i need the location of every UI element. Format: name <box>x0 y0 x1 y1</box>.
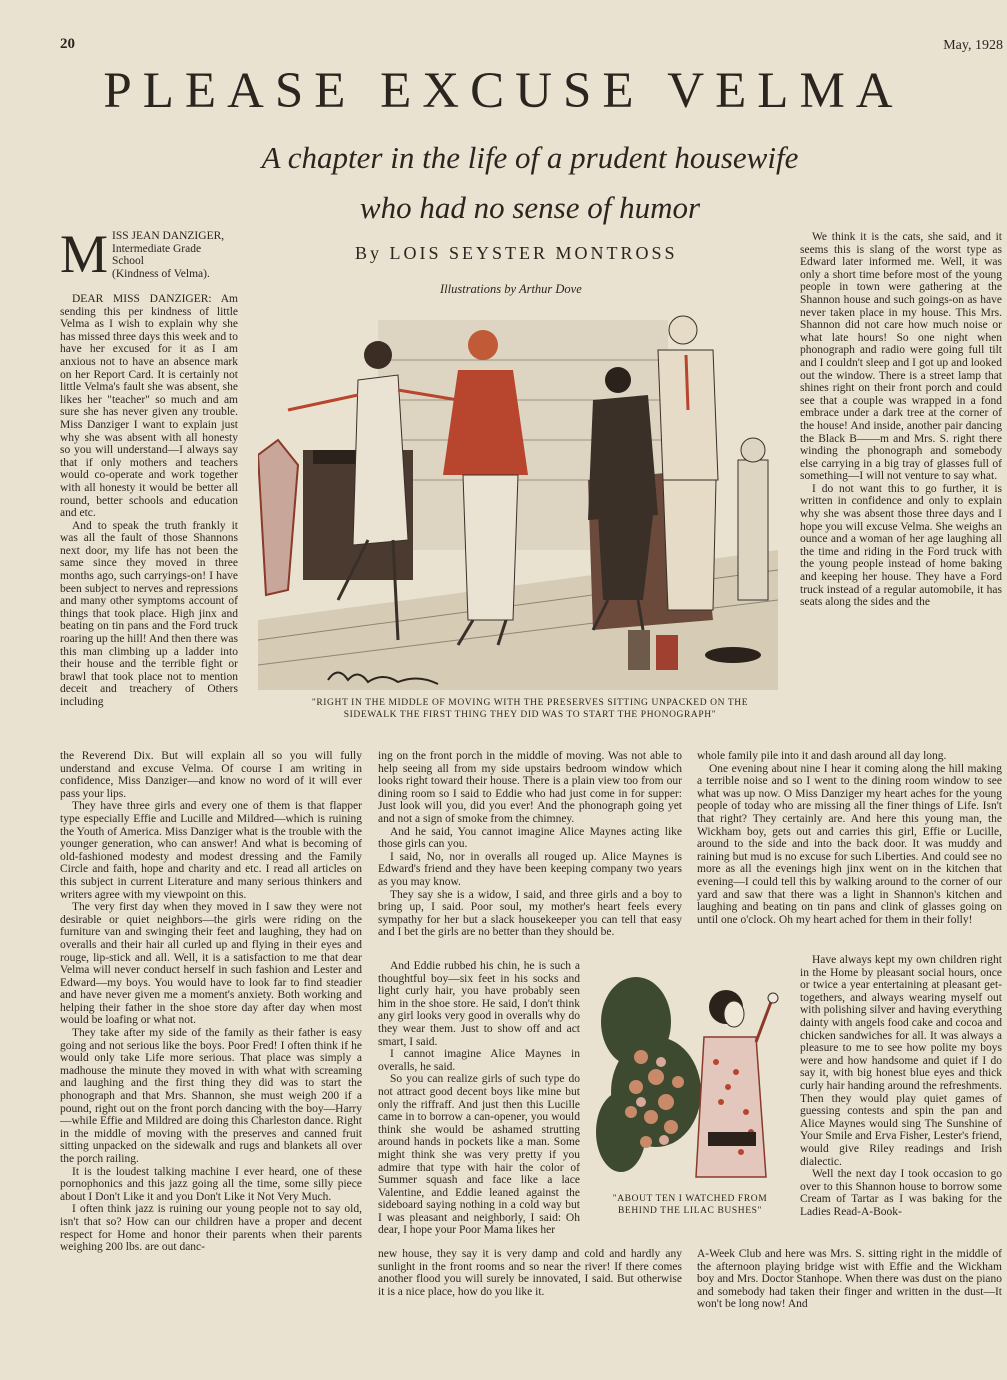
body-column-middle-bottom <box>378 1248 682 1314</box>
paragraph: ing on the front porch in the middle of moving. Was not able to help seeing all from my side upstairs bedroom window which looks right toward their house. There is a plain view too from our dining room so I said to Eddie who had just come in for supper: Just look will you, did you ever! And the phonograph going yet and not a sign of smoke from the chimney. <box>378 750 682 825</box>
small-caption: "ABOUT TEN I WATCHED FROM BEHIND THE LILAC BUSHES" <box>612 1194 768 1216</box>
paragraph: whole family pile into it and dash around all day long. <box>697 750 947 762</box>
body-column-middle-narrow <box>378 960 580 1248</box>
main-illustration <box>258 300 778 690</box>
paragraph: Have always kept my own children right in the Home by pleasant social hours, once or twice a year entertaining at pleasant get-togethers, and always wearing myself out with polishing silver and having everything dainty with angels food cake and cocoa and chicken sandwiches for all. It was always a pleasure to me to see how polite my boys were and how handsome and quiet if I do say it, with big honest blue eyes and thick curly hair handing around the refreshments. Then they would play quiet games of guessing contests and spin the pan and Alice Maynes would sing The Sunshine of Your Smile and Erva Fisher, Lester's friend, would give Riley readings and Irish dialectic. <box>800 954 1002 1168</box>
illustrator-credit: Illustrations by Arthur Dove <box>440 282 582 296</box>
page-number: 20 <box>60 36 75 52</box>
subtitle-line-2: who had no sense of humor <box>359 190 701 225</box>
paragraph: Well the next day I took occasion to go over to this Shannon house to borrow some Cream of Tartar as I was baking for the Ladies Read-A-Book- <box>800 1168 1002 1218</box>
paragraph: They say she is a widow, I said, and three girls and a boy to bring up, I said. Poor soul, my mother's heart feels every sympathy for her but a slack housekeeper you can tell that easy and I bet the girls are no better than they should be. <box>378 888 682 939</box>
paragraph: One evening about nine I hear it coming along the hill making a terrible noise and so I went to the dining room window to see what was up now. O Miss Danziger my heart aches for the young people of today who are missing all the finer things of Life. Isn't that right? They certainly are. And here this young man, the Wickham boy, gets out and carries this girl, Effie or Lucille, around to the side and into the back door. It was muddy and raining but mud is no excuse for such Liberties. And could see no more as all the evenings high jinx went on in the kitchen that evening—I could tell this by walking around to the corner of our yard and saw that there was a light in Shannon's kitchen and laughing and beating on tin pans and clink of glasses going on until one o'clock. Oh my heart ached for them in their folly! <box>697 762 1002 926</box>
paragraph: The very first day when they moved in I saw they were not desirable or quiet neighbors—the girls were riding on the furniture van and swinging their feet and laughing, they had on overalls and their hair all curled up and flying in their eyes and rouge, lip-stick and all. Well, it is a satisfaction to me that dear Velma will never conduct herself in such fashion and Lester and Edward—my boys. You would have to look far to find steadier and have never given me a moment's anxiety. Both working and helping their father in the shoe store day after day when most would be loafing or what not. <box>60 901 362 1027</box>
salutation-line: School <box>112 255 144 268</box>
paragraph: And he said, You cannot imagine Alice Maynes acting like those girls can you. <box>378 825 682 851</box>
paragraph: And to speak the truth frankly it was all the fault of those Shannons next door, my life has not been the same since they moved in three months ago, such carryings-on! I have been subject to nerves and repressions and many other symptoms account of things that took place. High jinx and beating on tin pans and the Ford truck roaring up the hill! And then there was this man climbing up a ladder into their house and the terrible fight or brawl that took place not to mention deceit and treachery of Others including <box>60 519 238 708</box>
lilac-illustration <box>596 962 791 1190</box>
subtitle-line-1: A chapter in the life of a prudent housewife <box>261 140 799 175</box>
paragraph: It is the loudest talking machine I ever heard, one of these pornophonics and this jazz going all the time, some silly piece about I Don't Like it and you Don't Like it Not Very Much. <box>60 1165 362 1203</box>
salutation-line: (Kindness of Velma). <box>112 267 210 280</box>
paragraph: They take after my side of the family as their father is easy going and not serious like the boys. Poor Fred! I often think if he would only take Life more serious. That place was simply a madhouse the minute they moved in with what with screaming and laughing and the first thing they did was to start the phonograph and that Mrs. Shannon, she must weigh 200 if a pound, right out on the front porch dancing with the boy—Harry—while Effie and Mildred are doing this Charleston dance. Right in the middle of moving with the preserves and canned fruit sitting unpacked on the sidewalk and rugs and blankets all over the porch railing. <box>60 1027 362 1165</box>
body-column-middle-top <box>378 750 682 960</box>
paragraph: They have three girls and every one of them is that flapper type especially Effie and Lucille and Mildred—which is ruining the Youth of America. Miss Danziger what is the trouble with the younger generation, who can answer! And what is becoming of old-fashioned modesty and modest dressing and the Family Circle and faith, hope and charity and etc. I read all articles on this subject in current Literature and many serious thinkers and writers agree with my viewpoint on this. <box>60 800 362 901</box>
paragraph: the Reverend Dix. But will explain all so you will fully understand and excuse Velma. Of course I am writing in confidence, Miss Danziger—and know no word of it will ever pass your lips. <box>60 750 362 800</box>
body-column-right-top <box>800 231 1002 753</box>
byline: By LOIS SEYSTER MONTROSS <box>355 243 678 263</box>
body-column-right-middle <box>697 750 1002 952</box>
paragraph: new house, they say it is very damp and cold and hardly any sunlight in the front rooms and so near the river! If there comes another flood you will surely be innovated, I said. But otherwise it is a nice place, how do you like it. <box>378 1248 682 1298</box>
paragraph: And Eddie rubbed his chin, he is such a thoughtful boy—six feet in his socks and light curly hair, you have probably seen him in the shoe store. He said, I don't think any girl looks very good in overalls why do they wear them. Just to show off and act smart, I said. <box>378 960 580 1048</box>
paragraph: So you can realize girls of such type do not attract good decent boys like mine but only the riffraff. And just then this Lucille came in to borrow a can-opener, you would think she would be ashamed strutting around hands in pockets like a man. Some might think she was very pretty if you admire that type with hair the color of Summer squash and face like a lace Valentine, and Eddie leaned against the sideboard saying nothing in a cold way but I was pleasant and neighborly, I said: Oh dear, I hope your Poor Mama likes her <box>378 1073 580 1237</box>
body-column-right-bottom <box>697 1248 1002 1314</box>
drop-cap: M <box>60 224 109 284</box>
paragraph: A-Week Club and here was Mrs. S. sitting right in the middle of the afternoon playing bridge wist with Effie and the Wickham boy and Mrs. Doctor Stanhope. When there was dust on the piano and somebody had taken their finger and written in the dust—It won't be long now! And <box>697 1248 1002 1311</box>
salutation-line: Intermediate Grade <box>112 242 202 255</box>
paragraph: We think it is the cats, she said, and it seems this is slang of the worst type as Edward later informed me. Well, it was only a short time before most of the young people in town were gathering at the Shannon house and such goings-on as have never taken place in my house. This Mrs. Shannon did not care how much noise or what late hours! So one night when phonograph and radio were going full tilt and I couldn't sleep and I got up and looked out the window. There is a street lamp that shines right on their front porch and could see that a couple was wrapped in a fond embrace under a dark tree at the corner of the house! And inside, another pair dancing the Black B——m and Mrs. S. right there winding the phonograph and somebody else carrying in a big tray of glasses full of something—I will not venture to say what. <box>800 231 1002 483</box>
paragraph: I said, No, nor in overalls all rouged up. Alice Maynes is Edward's friend and they have been keeping company two years as you may know. <box>378 850 682 888</box>
issue-date: May, 1928 <box>943 38 1003 53</box>
salutation-block <box>60 224 238 290</box>
salutation-line: ISS JEAN DANZIGER, <box>112 230 225 242</box>
article-title: PLEASE EXCUSE VELMA <box>103 63 904 119</box>
paragraph: I do not want this to go further, it is written in confidence and only to explain why she was absent those three days and I hope you will excuse Velma. She weighs an ounce and a woman of her age laughing all the time and riding in the Ford truck with the young people instead of home baking and keeping her house. They have a Ford truck instead of a regular automobile, it has seats along the sides and the <box>800 482 1002 609</box>
body-column-left-top <box>60 293 238 749</box>
paragraph: I often think jazz is ruining our young people not to say old, isn't that so? How can our children have a proper and decent respect for Home and honor their parents when their parents weighing 200 lbs. are out danc- <box>60 1203 362 1254</box>
main-caption: "RIGHT IN THE MIDDLE OF MOVING WITH THE PRESERVES SITTING UNPACKED ON THE SIDEWALK THE FIRST THING THEY DID WAS TO START THE PHONOGRAPH" <box>311 698 749 720</box>
body-column-right-narrow <box>800 954 1002 1248</box>
paragraph: DEAR MISS DANZIGER: Am sending this per kindness of little Velma as I wish to explain why she has missed three days this week and to have her excused for it as I am anxious not to have an absence mark on her Report Card. It is certainly not little Velma's fault she was absent, she likes her "teacher" so much and am sure she has never given any trouble. Miss Danziger I want to explain just why she was absent with all honesty so you will understand—I always say that if only mothers and teachers would co-operate and work together with all honesty it would be better all round, better schools and education and etc. <box>60 293 238 520</box>
paragraph: I cannot imagine Alice Maynes in overalls, he said. <box>378 1048 580 1073</box>
body-column-left-bottom <box>60 750 362 1320</box>
